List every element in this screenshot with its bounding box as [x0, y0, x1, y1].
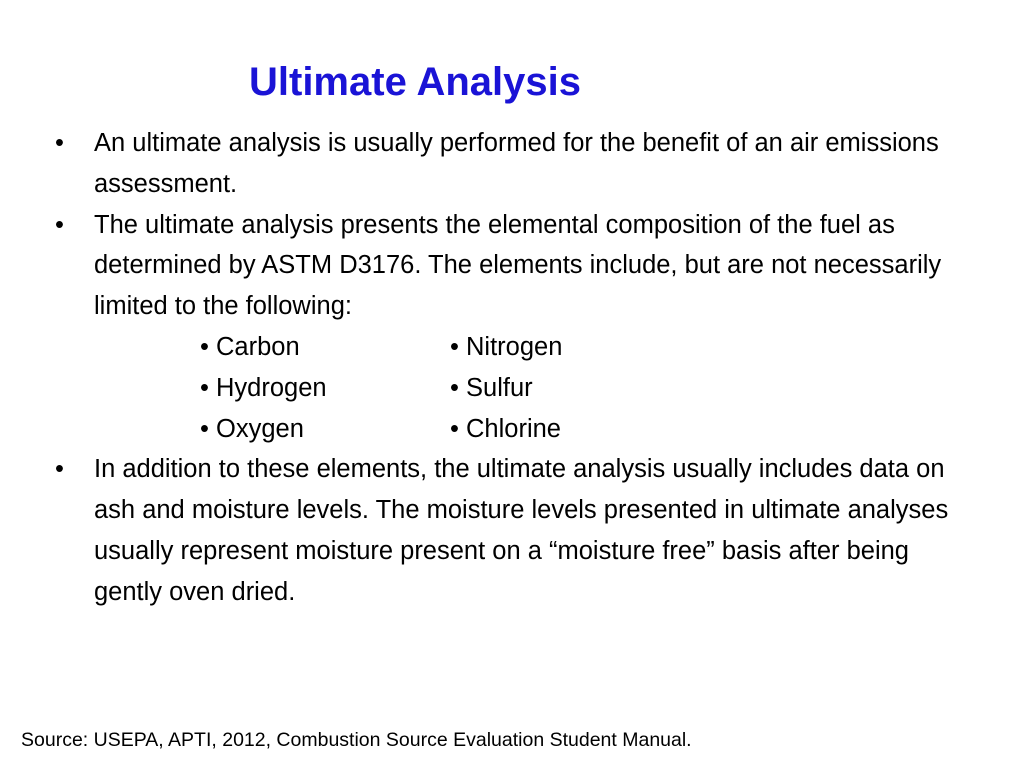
- source-citation: Source: USEPA, APTI, 2012, Combustion Source Evaluation Student Manual.: [21, 729, 692, 751]
- bullet-marker: •: [55, 455, 64, 484]
- element-hydrogen: • Hydrogen: [200, 373, 327, 402]
- element-oxygen: • Oxygen: [200, 414, 304, 443]
- bullet-item-composition: [55, 205, 975, 450]
- bullet-text: An ultimate analysis is usually performed for the benefit of an air emissions assessment.: [94, 129, 939, 198]
- bullet-item-purpose: [55, 123, 975, 205]
- bullet-item-ash-moisture: [55, 449, 975, 612]
- bullet-list: [55, 123, 975, 613]
- slide-title: Ultimate Analysis: [249, 60, 581, 104]
- bullet-text: In addition to these elements, the ultimate analysis usually includes data on ash and moisture levels. The moisture levels presented in ultimate analyses usually represent moisture present on a “moisture free” basis after being gently oven dried.: [94, 455, 949, 606]
- bullet-marker: •: [55, 129, 64, 157]
- element-list: [200, 327, 975, 449]
- element-nitrogen: • Nitrogen: [450, 332, 563, 361]
- bullet-text: The ultimate analysis presents the elemental composition of the fuel as determined by ASTM D3176. The elements include, but are not necessarily limited to the following:: [94, 210, 942, 321]
- element-carbon: • Carbon: [200, 332, 300, 361]
- element-chlorine: • Chlorine: [450, 414, 561, 443]
- bullet-marker: •: [55, 210, 64, 239]
- element-sulfur: • Sulfur: [450, 373, 533, 402]
